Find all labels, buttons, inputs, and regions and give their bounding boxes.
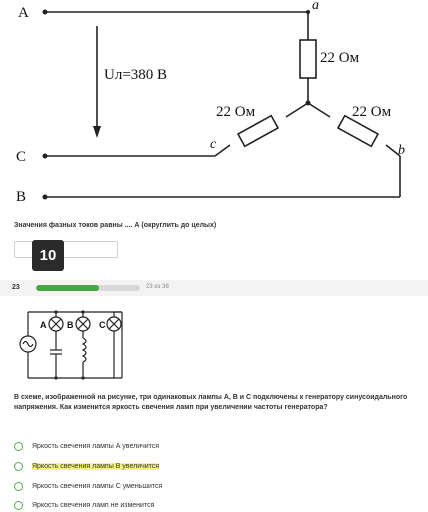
- three-phase-circuit-diagram: [0, 0, 428, 220]
- progress-label: 23 из 38: [146, 284, 169, 290]
- resistance-label-b: 22 Ом: [352, 104, 392, 120]
- option-row[interactable]: [14, 480, 162, 492]
- option-row[interactable]: [14, 499, 154, 511]
- option-label: Яркость свечения ламп не изменится: [32, 501, 155, 509]
- question-number: 23: [12, 284, 20, 291]
- question-text-2: В схеме, изображенной на рисунке, три одинаковых лампы А, В и С подключены к генератору синусоидального напряжения. Как изменится яркость свечения ламп при увеличении частоты генератора?: [14, 394, 408, 411]
- node-a-label: a: [312, 0, 319, 13]
- option-row[interactable]: [14, 460, 159, 472]
- progress-bar-fill: [36, 285, 99, 291]
- radio-button[interactable]: [14, 501, 23, 510]
- answer-value-badge: 10: [32, 240, 64, 271]
- voltage-label: Uл=380 В: [104, 67, 168, 83]
- radio-button[interactable]: [14, 462, 23, 471]
- terminal-b-label: B: [16, 189, 27, 205]
- radio-button[interactable]: [14, 482, 23, 491]
- lamp-a-label: A: [40, 320, 47, 330]
- terminal-a-label: A: [18, 5, 29, 21]
- progress-bar: [36, 285, 140, 291]
- node-c-label: c: [210, 137, 217, 152]
- lamp-c-label: C: [99, 320, 106, 330]
- lamp-b-label: B: [67, 320, 74, 330]
- lamp-circuit-diagram: [10, 306, 130, 386]
- terminal-c-label: C: [16, 149, 27, 165]
- node-b-label: b: [398, 143, 405, 158]
- radio-button[interactable]: [14, 442, 23, 451]
- resistance-label-a: 22 Ом: [320, 50, 360, 66]
- option-label: Яркость свечения лампы А увеличится: [32, 442, 160, 450]
- resistance-label-c: 22 Ом: [216, 104, 256, 120]
- option-row[interactable]: [14, 440, 159, 452]
- progress-row: [0, 280, 428, 296]
- answer-input[interactable]: [14, 241, 118, 258]
- option-label: Яркость свечения лампы С уменьшится: [32, 482, 163, 490]
- question-text: Значения фазных токов равны .... А (округлить до целых): [14, 222, 217, 229]
- option-label: Яркость свечения лампы В увеличится: [32, 462, 160, 470]
